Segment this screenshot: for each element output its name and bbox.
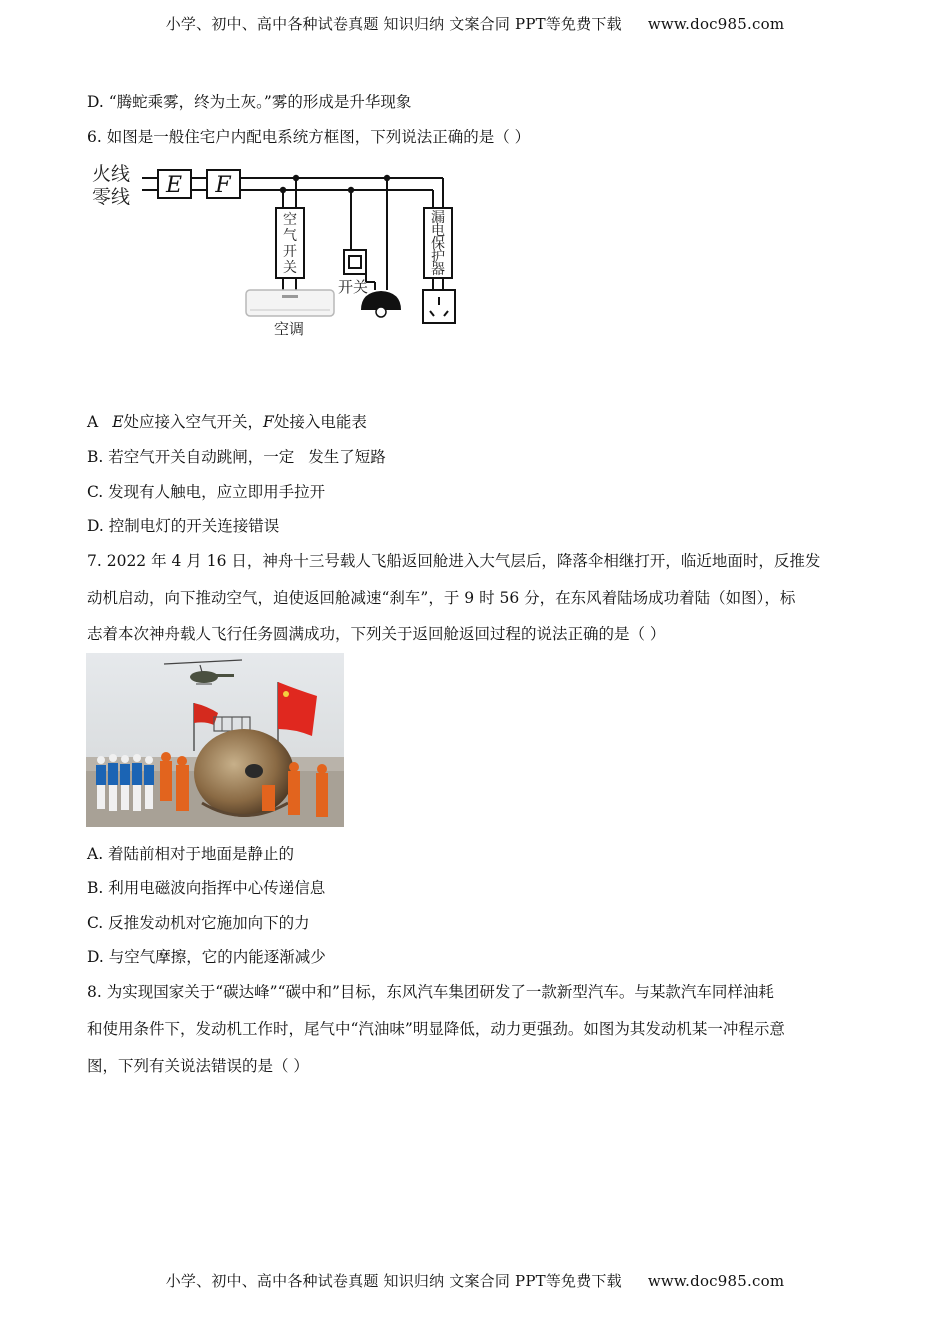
footer-text: 小学、初中、高中各种试卷真题 知识归纳 文案合同 PPT等免费下载 (165, 1272, 622, 1290)
header-text: 小学、初中、高中各种试卷真题 知识归纳 文案合同 PPT等免费下载 (165, 15, 622, 33)
air-conditioner-icon (246, 290, 334, 316)
q7-option-a: A. 着陆前相对于地面是静止的 (87, 845, 295, 863)
q8-stem-line2: 和使用条件下，发动机工作时，尾气中“汽油味”明显降低，动力更强劲。如图为其发动机某一冲程示意 (87, 1020, 785, 1038)
q6-option-a-prefix: A (87, 413, 99, 431)
socket (423, 290, 455, 323)
page-header (0, 13, 950, 34)
leakage-char-2: 电 (431, 223, 445, 239)
q7-stem-line3: 志着本次神舟载人飞行任务圆满成功，下列关于返回舱返回过程的说法正确的是（ ） (87, 625, 666, 643)
q8-stem-line3: 图，下列有关说法错误的是（ ） (87, 1057, 309, 1075)
q7-option-b: B. 利用电磁波向指挥中心传递信息 (87, 879, 326, 897)
neutral-wire-label: 零线 (92, 186, 131, 208)
q7-stem-line2: 动机启动，向下推动空气，迫使返回舱减速“刹车”，于 9 时 56 分，在东风着陆场成功着陆（如图），标 (87, 589, 796, 607)
landing-photo (86, 653, 344, 827)
air-switch-char-4: 关 (283, 260, 297, 276)
q7-option-d: D. 与空气摩擦，它的内能逐渐减少 (87, 948, 326, 966)
leakage-char-3: 保 (431, 236, 445, 252)
q6-option-d: D. 控制电灯的开关连接错误 (87, 517, 280, 535)
page-footer (0, 1270, 950, 1291)
q8-stem-line1: 8. 为实现国家关于“碳达峰”“碳中和”目标，东风汽车集团研发了一款新型汽车。与某款汽车同样油耗 (87, 983, 774, 1001)
q6-option-b-part2: 发生了短路 (308, 448, 386, 466)
q7-option-c: C. 反推发动机对它施加向下的力 (87, 914, 310, 932)
q5-option-d: D. “腾蛇乘雾，终为土灰。”雾的形成是升华现象 (87, 93, 412, 111)
q6-stem: 6. 如图是一般住宅户内配电系统方框图，下列说法正确的是（ ） (87, 128, 531, 146)
box-f-label: F (215, 173, 231, 198)
leakage-char-4: 护 (431, 249, 445, 265)
q6-option-a-mid: 处应接入空气开关， (123, 413, 264, 431)
q6-option-a-f: F (263, 413, 274, 431)
q6-option-a (87, 410, 367, 432)
footer-site: www.doc985.com (647, 1272, 785, 1290)
q6-option-b (87, 445, 386, 467)
q6-option-c: C. 发现有人触电，应立即用手拉开 (87, 483, 326, 501)
leakage-char-1: 漏 (431, 210, 445, 226)
box-e-label: E (165, 173, 183, 198)
header-site: www.doc985.com (647, 15, 785, 33)
switch-label: 开关 (338, 278, 369, 296)
leakage-char-5: 器 (431, 262, 445, 278)
lamp-switch (344, 250, 366, 274)
air-switch-char-2: 气 (283, 228, 297, 244)
air-switch-char-3: 开 (283, 244, 297, 260)
q7-stem-line1: 7. 2022 年 4 月 16 日，神舟十三号载人飞船返回舱进入大气层后，降落伞相继打开，临近地面时，反推发 (87, 552, 821, 570)
air-switch-char-1: 空 (283, 212, 297, 228)
live-wire-label: 火线 (92, 163, 131, 185)
q6-option-a-tail: 处接入电能表 (273, 413, 367, 431)
circuit-diagram (90, 160, 470, 340)
q6-option-a-e: E (112, 413, 124, 431)
q6-option-b-part1: B. 若空气开关自动跳闸，一定 (87, 448, 295, 466)
ac-label: 空调 (274, 320, 305, 338)
